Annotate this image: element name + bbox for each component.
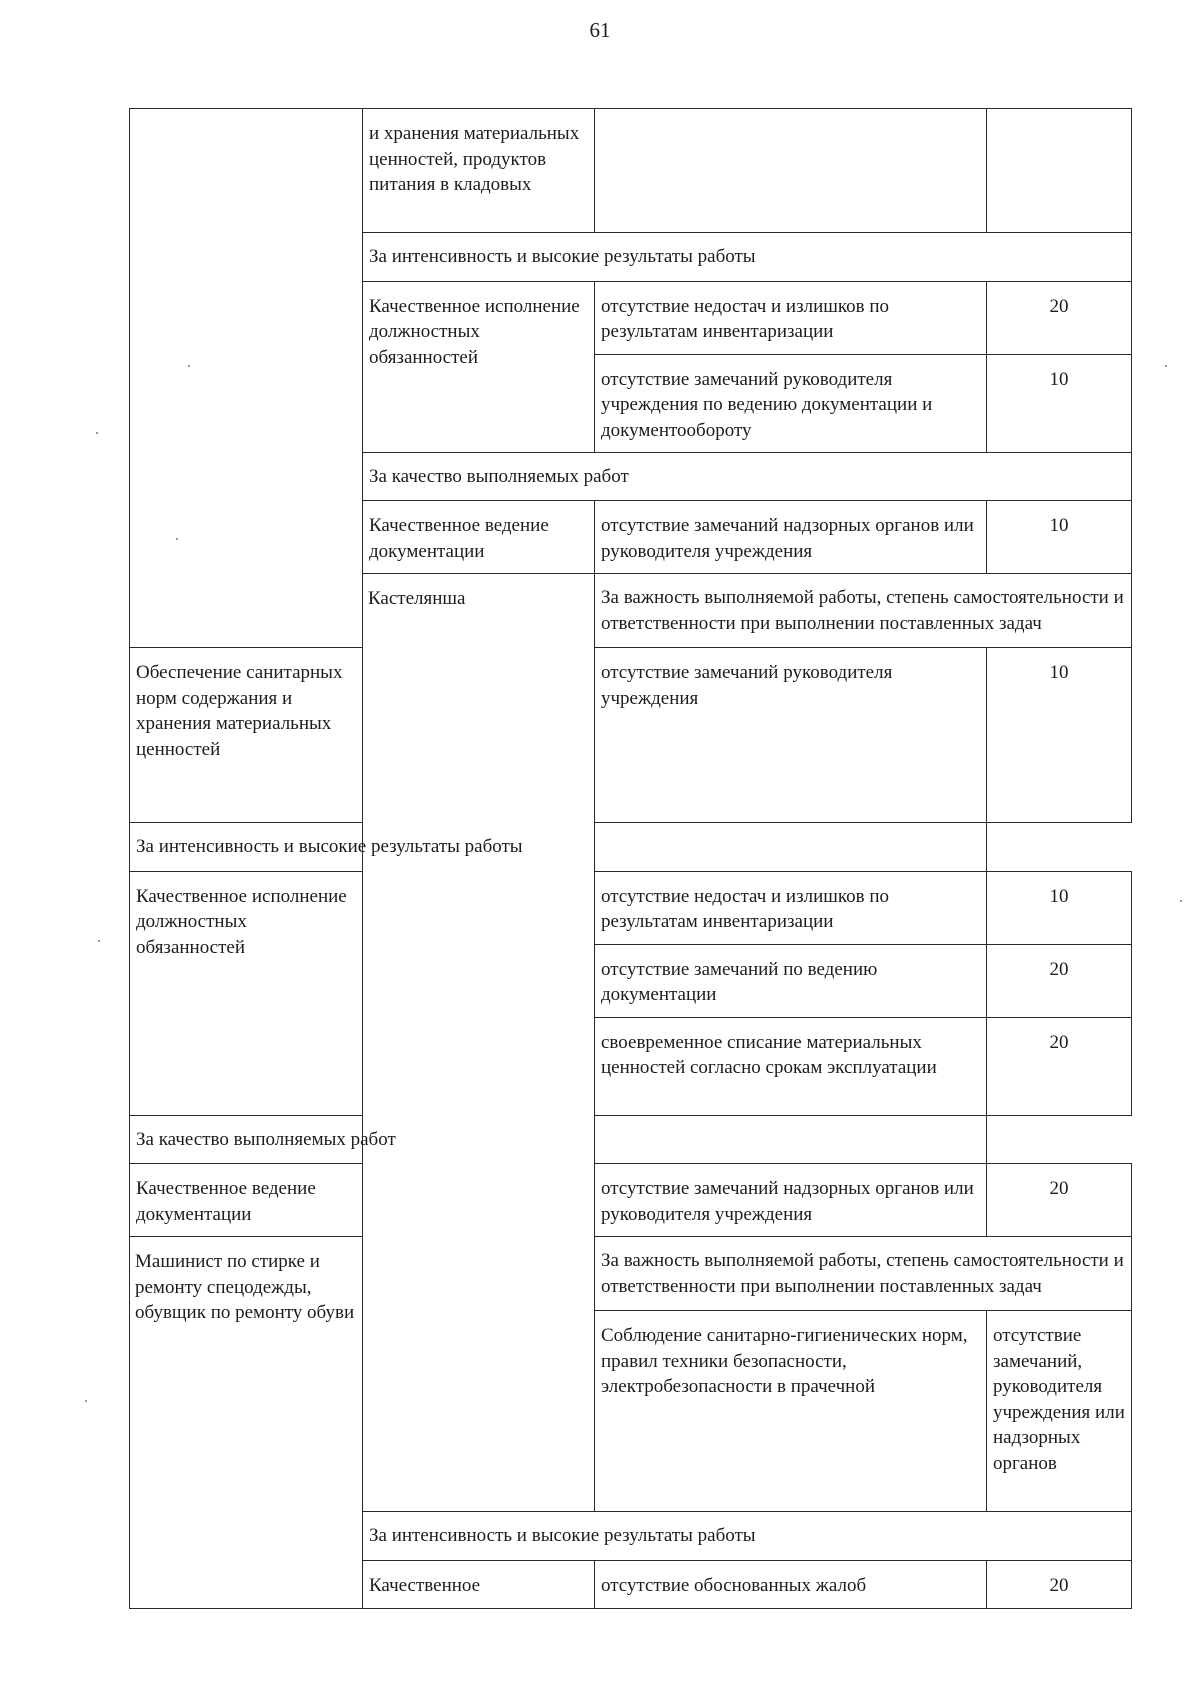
criterion-cell: Качественное ведение документации — [363, 501, 595, 574]
page-number: 61 — [589, 18, 611, 42]
section-heading: За интенсивность и высокие результаты работы — [130, 823, 987, 872]
criterion-cell: Соблюдение санитарно-гигиенических норм, правил техники безопасности, электробезопасности в прачечной — [595, 1311, 987, 1512]
table-row — [130, 109, 1132, 233]
indicator-cell: отсутствие замечаний руководителя учреждения — [595, 648, 987, 823]
indicator-cell — [595, 109, 987, 233]
scan-speck — [1165, 365, 1167, 367]
score-cell: 10 — [987, 871, 1132, 944]
indicator-cell: отсутствие замечаний надзорных органов или руководителя учреждения — [595, 501, 987, 574]
table-row — [130, 871, 1132, 944]
indicator-cell: отсутствие замечаний надзорных органов или руководителя учреждения — [595, 1164, 987, 1237]
score-cell: 20 — [987, 1164, 1132, 1237]
scan-speck — [96, 432, 98, 434]
position-cell: Машинист по стирке и ремонту спецодежды, обувщик по ремонту обуви — [130, 1237, 363, 1609]
scan-speck — [85, 1400, 87, 1402]
indicator-cell: отсутствие обоснованных жалоб — [595, 1560, 987, 1608]
score-cell: 20 — [987, 1560, 1132, 1608]
criterion-cell: и хранения материальных ценностей, продуктов питания в кладовых — [363, 109, 595, 233]
position-cell: Кастелянша — [363, 574, 595, 1512]
score-cell: 10 — [987, 354, 1132, 452]
criterion-cell: Качественное исполнение должностных обязанностей — [130, 871, 363, 1115]
indicator-cell: отсутствие замечаний, руководителя учреждения или надзорных органов — [987, 1311, 1132, 1512]
indicator-cell: отсутствие недостач и излишков по результатам инвентаризации — [595, 871, 987, 944]
indicator-cell: своевременное списание материальных ценностей согласно срокам эксплуатации — [595, 1017, 987, 1115]
score-cell: 10 — [987, 501, 1132, 574]
score-cell: 20 — [987, 944, 1132, 1017]
section-heading: За качество выполняемых работ — [363, 452, 1132, 501]
section-heading: За качество выполняемых работ — [130, 1115, 987, 1164]
bonus-criteria-table — [129, 108, 1132, 1609]
score-cell — [987, 109, 1132, 233]
scan-speck — [188, 365, 190, 367]
section-row — [130, 1237, 1132, 1311]
table-row — [130, 648, 1132, 823]
criterion-cell: Качественное исполнение должностных обязанностей — [363, 281, 595, 452]
section-heading: За важность выполняемой работы, степень самостоятельности и ответственности при выполнении поставленных задач — [595, 1237, 1132, 1311]
criterion-cell: Качественное ведение документации — [130, 1164, 363, 1237]
indicator-cell: отсутствие замечаний по ведению документации — [595, 944, 987, 1017]
section-heading: За интенсивность и высокие результаты работы — [363, 1512, 1132, 1561]
section-row — [130, 823, 1132, 872]
position-cell-continued — [130, 109, 363, 648]
score-cell: 10 — [987, 648, 1132, 823]
criterion-cell: Качественное — [363, 1560, 595, 1608]
indicator-cell: отсутствие замечаний руководителя учреждения по ведению документации и документообороту — [595, 354, 987, 452]
scan-speck — [98, 940, 100, 942]
section-row — [130, 1115, 1132, 1164]
score-cell: 20 — [987, 281, 1132, 354]
section-heading: За важность выполняемой работы, степень самостоятельности и ответственности при выполнении поставленных задач — [595, 574, 1132, 648]
scan-speck — [1180, 900, 1182, 902]
criterion-cell: Обеспечение санитарных норм содержания и хранения материальных ценностей — [130, 648, 363, 823]
indicator-cell: отсутствие недостач и излишков по результатам инвентаризации — [595, 281, 987, 354]
section-heading: За интенсивность и высокие результаты работы — [363, 233, 1132, 282]
table-row — [130, 1164, 1132, 1237]
scan-speck — [176, 538, 178, 540]
score-cell: 20 — [987, 1017, 1132, 1115]
